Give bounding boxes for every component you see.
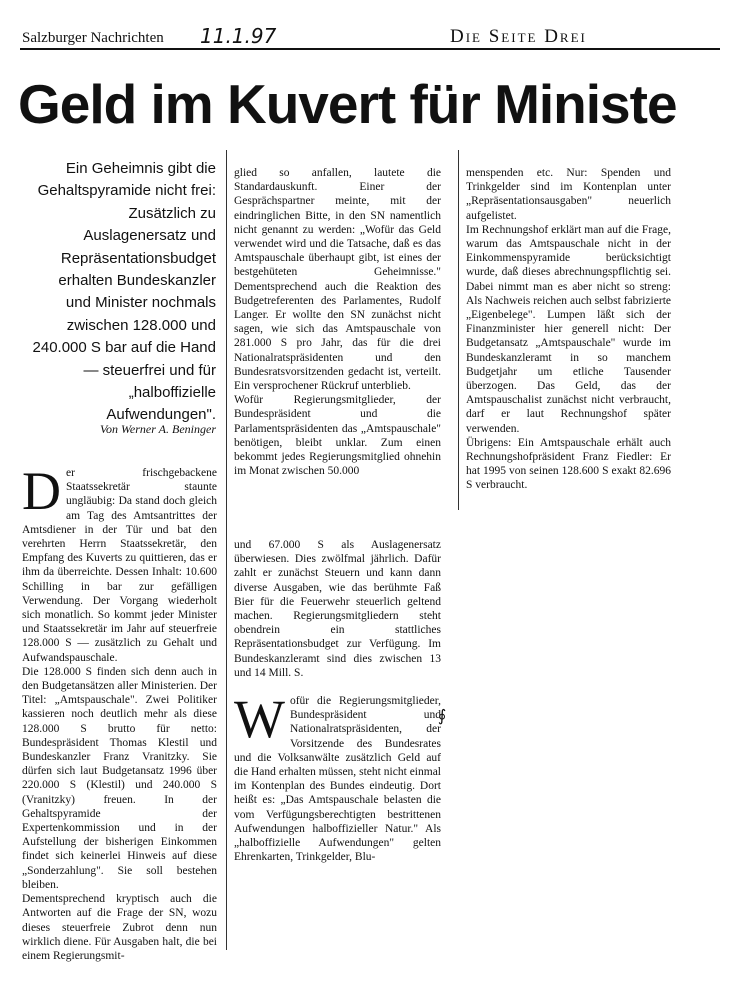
- column-2-bottom: [234, 689, 441, 864]
- handwritten-date: 11.1.97: [200, 24, 277, 48]
- subtitle: Ein Geheimnis gibt die Gehaltspyramide nicht frei: Zusätzlich zu Auslagenersatz und Repräsentationsbudget erhalten Bundeskanzler und Minister nochmals zwischen 128.000 und 240.000 S bar auf die Hand — steuerfrei und für „halboffizielle Aufwendungen".: [32, 160, 216, 424]
- paragraph: glied so anfallen, lautete die Standardauskunft. Einer der Gesprächspartner meinte, mit der eindringlichen Bitte, in den SN namentlich nicht genannt zu werden: „Wofür das Geld verwendet wird und die Tatsache, daß es das Amtspauschale überhaupt gibt, ist eines der bestgehüteten Geheimnisse." Dementsprechend auch die Reaktion des Budgetreferenten des Parlamentes, Rudolf Langer. Er wollte den SN zunächst nicht sagen, wie sich das Amtspauschale von 281.000 S pro Jahr, das für die drei Nationalratspräsidenten und den Bundesratsvorsitzenden gedacht ist, verteilt. Ein versprochener Rückruf unterblieb.: [234, 167, 441, 393]
- column-3: [466, 166, 671, 493]
- paragraph: Die 128.000 S finden sich denn auch in den Budgetansätzen aller Ministerien. Der Titel: „Amtspauschale". Zwei Politiker kassieren noch deutlich mehr als diese 128.000 S brutto für netto: Bundespräsident Thomas Klestil und Bundeskanzler Franz Vranitzky. Sie dürfen sich laut Budgetansatz 1996 über 220.000 S (Klestil) und 240.000 S (Vranitzky) freuen. In der Gehaltspyramide der Expertenkommission und in der Aufstellung der bisherigen Einkommen findet sich keinerlei Hinweis auf diese „Sonderzahlung". Sie soll bestehen bleiben.: [22, 665, 217, 891]
- newspaper-name: Salzburger Nachrichten: [22, 30, 164, 46]
- column-divider: [226, 150, 227, 950]
- column-2-top: [234, 166, 441, 478]
- paragraph: und 67.000 S als Auslagenersatz überwiesen. Dies zwölfmal jährlich. Dafür zahlt er zunächst Steuern und kann dann diverse Ausgaben, wie das berühmte Faß Bier für die Feuerwehr steuerlich geltend machen. Regierungsmitgliedern steht obendrein ein stattliches Repräsentationsbudget zur Verfügung. Im Bundeskanzleramt sind dies zwischen 13 und 14 Mill. S.: [234, 539, 441, 679]
- dropcap: D: [22, 461, 61, 521]
- dropcap: W: [234, 689, 285, 749]
- column-divider: [458, 150, 459, 510]
- paragraph: Wofür Regierungsmitglieder, der Bundespräsident und die Parlamentspräsidenten das „Amtspauschale" benötigen, bleibt unklar. Zum einen bekommt jedes Regierungsmitglied ohnehin im Monat zwischen 50.000: [234, 394, 441, 478]
- paragraph: er frischgebackene Staatssekretär staunte ungläubig: Da stand doch gleich am Tag des Amtsantrittes der Amtsdiener in der Tür und bat den verehrten Herrn Staatssekretär, den Empfang des Kuverts zu quittieren, das er ihm da überreichte. Dessen Inhalt: 10.600 Schilling in bar zur gefälligen Verwendung. Der Vorgang wiederholt sich monatlich. So kommt jeder Minister und Staatssekretär im Jahr auf steuerfreie 128.000 S — zusätzlich zu Gehalt und Aufwandspauschale.: [22, 467, 217, 664]
- margin-mark: ∮: [438, 706, 447, 725]
- byline: Von Werner A. Beninger: [100, 422, 216, 436]
- headline: Geld im Kuvert für Ministe: [18, 73, 677, 135]
- column-2-middle: [234, 538, 441, 680]
- column-1: [22, 461, 217, 963]
- section-title: Die Seite Drei: [450, 26, 587, 47]
- paragraph: Dementsprechend kryptisch auch die Antworten auf die Frage der SN, wozu dieses steuerfreie Zubrot denn nun wirklich diene. Für Ausgaben halt, die bei einem Regierungsmit-: [22, 893, 217, 962]
- header-rule: [20, 48, 720, 50]
- paragraph: Im Rechnungshof erklärt man auf die Frage, warum das Amtspauschale nicht in der Einkommenspyramide berücksichtigt wurde, daß dieses abrechnungspflichtig sei. Dabei nimmt man es aber nicht so streng: Als Nachweis reichen auch selbst fabrizierte „Eigenbelege". Lumpen läßt sich der Finanzminister hier generell nicht: Der Budgetansatz „Amtspauschale" wurde im Bundeskanzleramt in so manchem Budgetjahr um etliche Tausender überzogen. Das Geld, das der Amtspauschalist zunächst nicht verbraucht, darf er laut Rechnungshof später verwenden.: [466, 223, 671, 435]
- paragraph: ofür die Regierungsmitglieder, Bundespräsident und Nationalratspräsidenten, der Vorsitzende des Bundesrates und die Volksanwälte zusätzlich Geld auf die Hand erhalten müssen, steht nicht einmal im Kontenplan des Bundes eindeutig. Dort heißt es: „Das Amtspauschale belasten die vom Verfügungsberechtigten bestrittenen Aufwendungen halboffizieller Natur." Als „halboffizielle Aufwendungen" gelten Ehrenkarten, Trinkgelder, Blu-: [234, 695, 441, 864]
- paragraph: Übrigens: Ein Amtspauschale erhält auch Rechnungshofpräsident Franz Fiedler: Er hat 1995 von seinen 128.600 S exakt 82.696 S verbraucht.: [466, 436, 671, 492]
- paragraph: menspenden etc. Nur: Spenden und Trinkgelder sind im Kontenplan unter „Repräsentationsausgaben" neuerlich aufgelistet.: [466, 167, 671, 222]
